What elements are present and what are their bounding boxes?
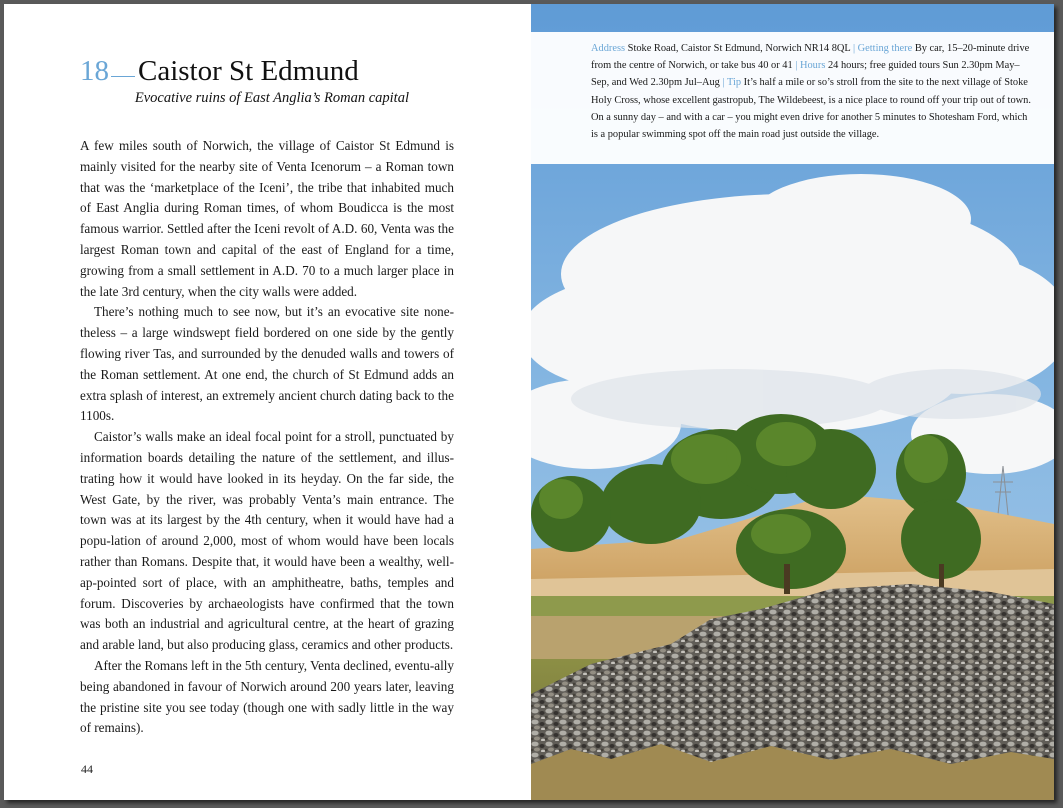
paragraph-2: There’s nothing much to see now, but it’s an evocative site none-theless – a large windswept field bordered on one side by the gently flowing river Tas, and surrounded by the denuded walls and towers of the Roman settlement. At one end, the church of St Edmund adds an extra splash of interest, an extremely ancient church dating back to the 1100s. xyxy=(80,304,454,424)
chapter-title: Caistor St Edmund xyxy=(138,55,359,87)
tip-value: It’s half a mile or so’s stroll from the site to the next village of Stoke Holy Cross, whose excellent gastropub, The Wildebeest, is a nice place to round off your trip out of town. On a sunny day – and with a car – you might even drive for another 5 minutes to Shotesham Ford, which is a popular swimming spot off the main road just outside the village. xyxy=(591,77,1031,141)
hours-label: Hours xyxy=(797,60,826,72)
chapter-subtitle: Evocative ruins of East Anglia’s Roman capital xyxy=(134,90,409,106)
chapter-number: 18 xyxy=(80,55,109,87)
separator: | xyxy=(852,43,856,54)
info-panel xyxy=(531,32,1054,164)
separator: | xyxy=(722,77,725,89)
address-value: Stoke Road, Caistor St Edmund, Norwich NR14 8QL xyxy=(625,43,853,54)
hours-value: 24 hours; free guided tours Sun 2.30pm May–Sep, and Wed 2.30pm Jul–Aug xyxy=(591,60,1020,89)
book-spread xyxy=(4,4,1054,800)
left-page xyxy=(4,4,531,800)
right-page xyxy=(531,4,1054,800)
paragraph-3: Caistor’s walls make an ideal focal point for a stroll, punctuated by information boards detailing the nature of the settlement, and illus-trating how it would have looked in its heyday. On the far side, the West Gate, by the river, was probably Venta’s main entrance. The town was at its largest by the 4th century, when it would have had a popu-lation of around 2,000, most of whom would have been locals rather than Romans. Despite that, it would have been a wealthy, well-ap-pointed sort of place, with an amphitheatre, baths, temples and forum. Discoveries by archaeologists have confirmed that the town was both an industrial and agricultural centre, at the heart of grazing and arable land, but also producing glass, ceramics and other products. xyxy=(80,429,454,653)
info-text xyxy=(591,40,1033,143)
chapter-rule xyxy=(111,76,135,77)
chapter-heading xyxy=(80,54,359,88)
separator: | xyxy=(795,60,798,72)
tip-label: Tip xyxy=(724,77,742,89)
paragraph-4: After the Romans left in the 5th century, Venta declined, eventu-ally being abandoned in favour of Norwich around 200 years later, leaving the pristine site you see today (though one with sadly little in the way of remains). xyxy=(80,657,454,736)
paragraph-1: A few miles south of Norwich, the village of Caistor St Edmund is mainly visited for the nearby site of Venta Icenorum – a Roman town that was the ‘marketplace of the Iceni’, the tribe that inhabited much of East Anglia during Roman times, of whom Boudicca is the most famous warrior. Settled after the Iceni revolt of A.D. 60, Venta was the largest Roman town and capital of the east of England for a time, growing from a small settlement in A.D. 70 to a much larger place in the late 3rd century, when the city walls were added. xyxy=(80,138,454,299)
page-number: 44 xyxy=(81,762,93,776)
getting-there-value: By car, 15–20-minute drive from the centre of Norwich, or take bus 40 or 41 xyxy=(591,43,1030,72)
address-label: Address xyxy=(591,43,626,54)
getting-there-label: Getting there xyxy=(855,43,913,54)
body-text xyxy=(80,136,454,739)
